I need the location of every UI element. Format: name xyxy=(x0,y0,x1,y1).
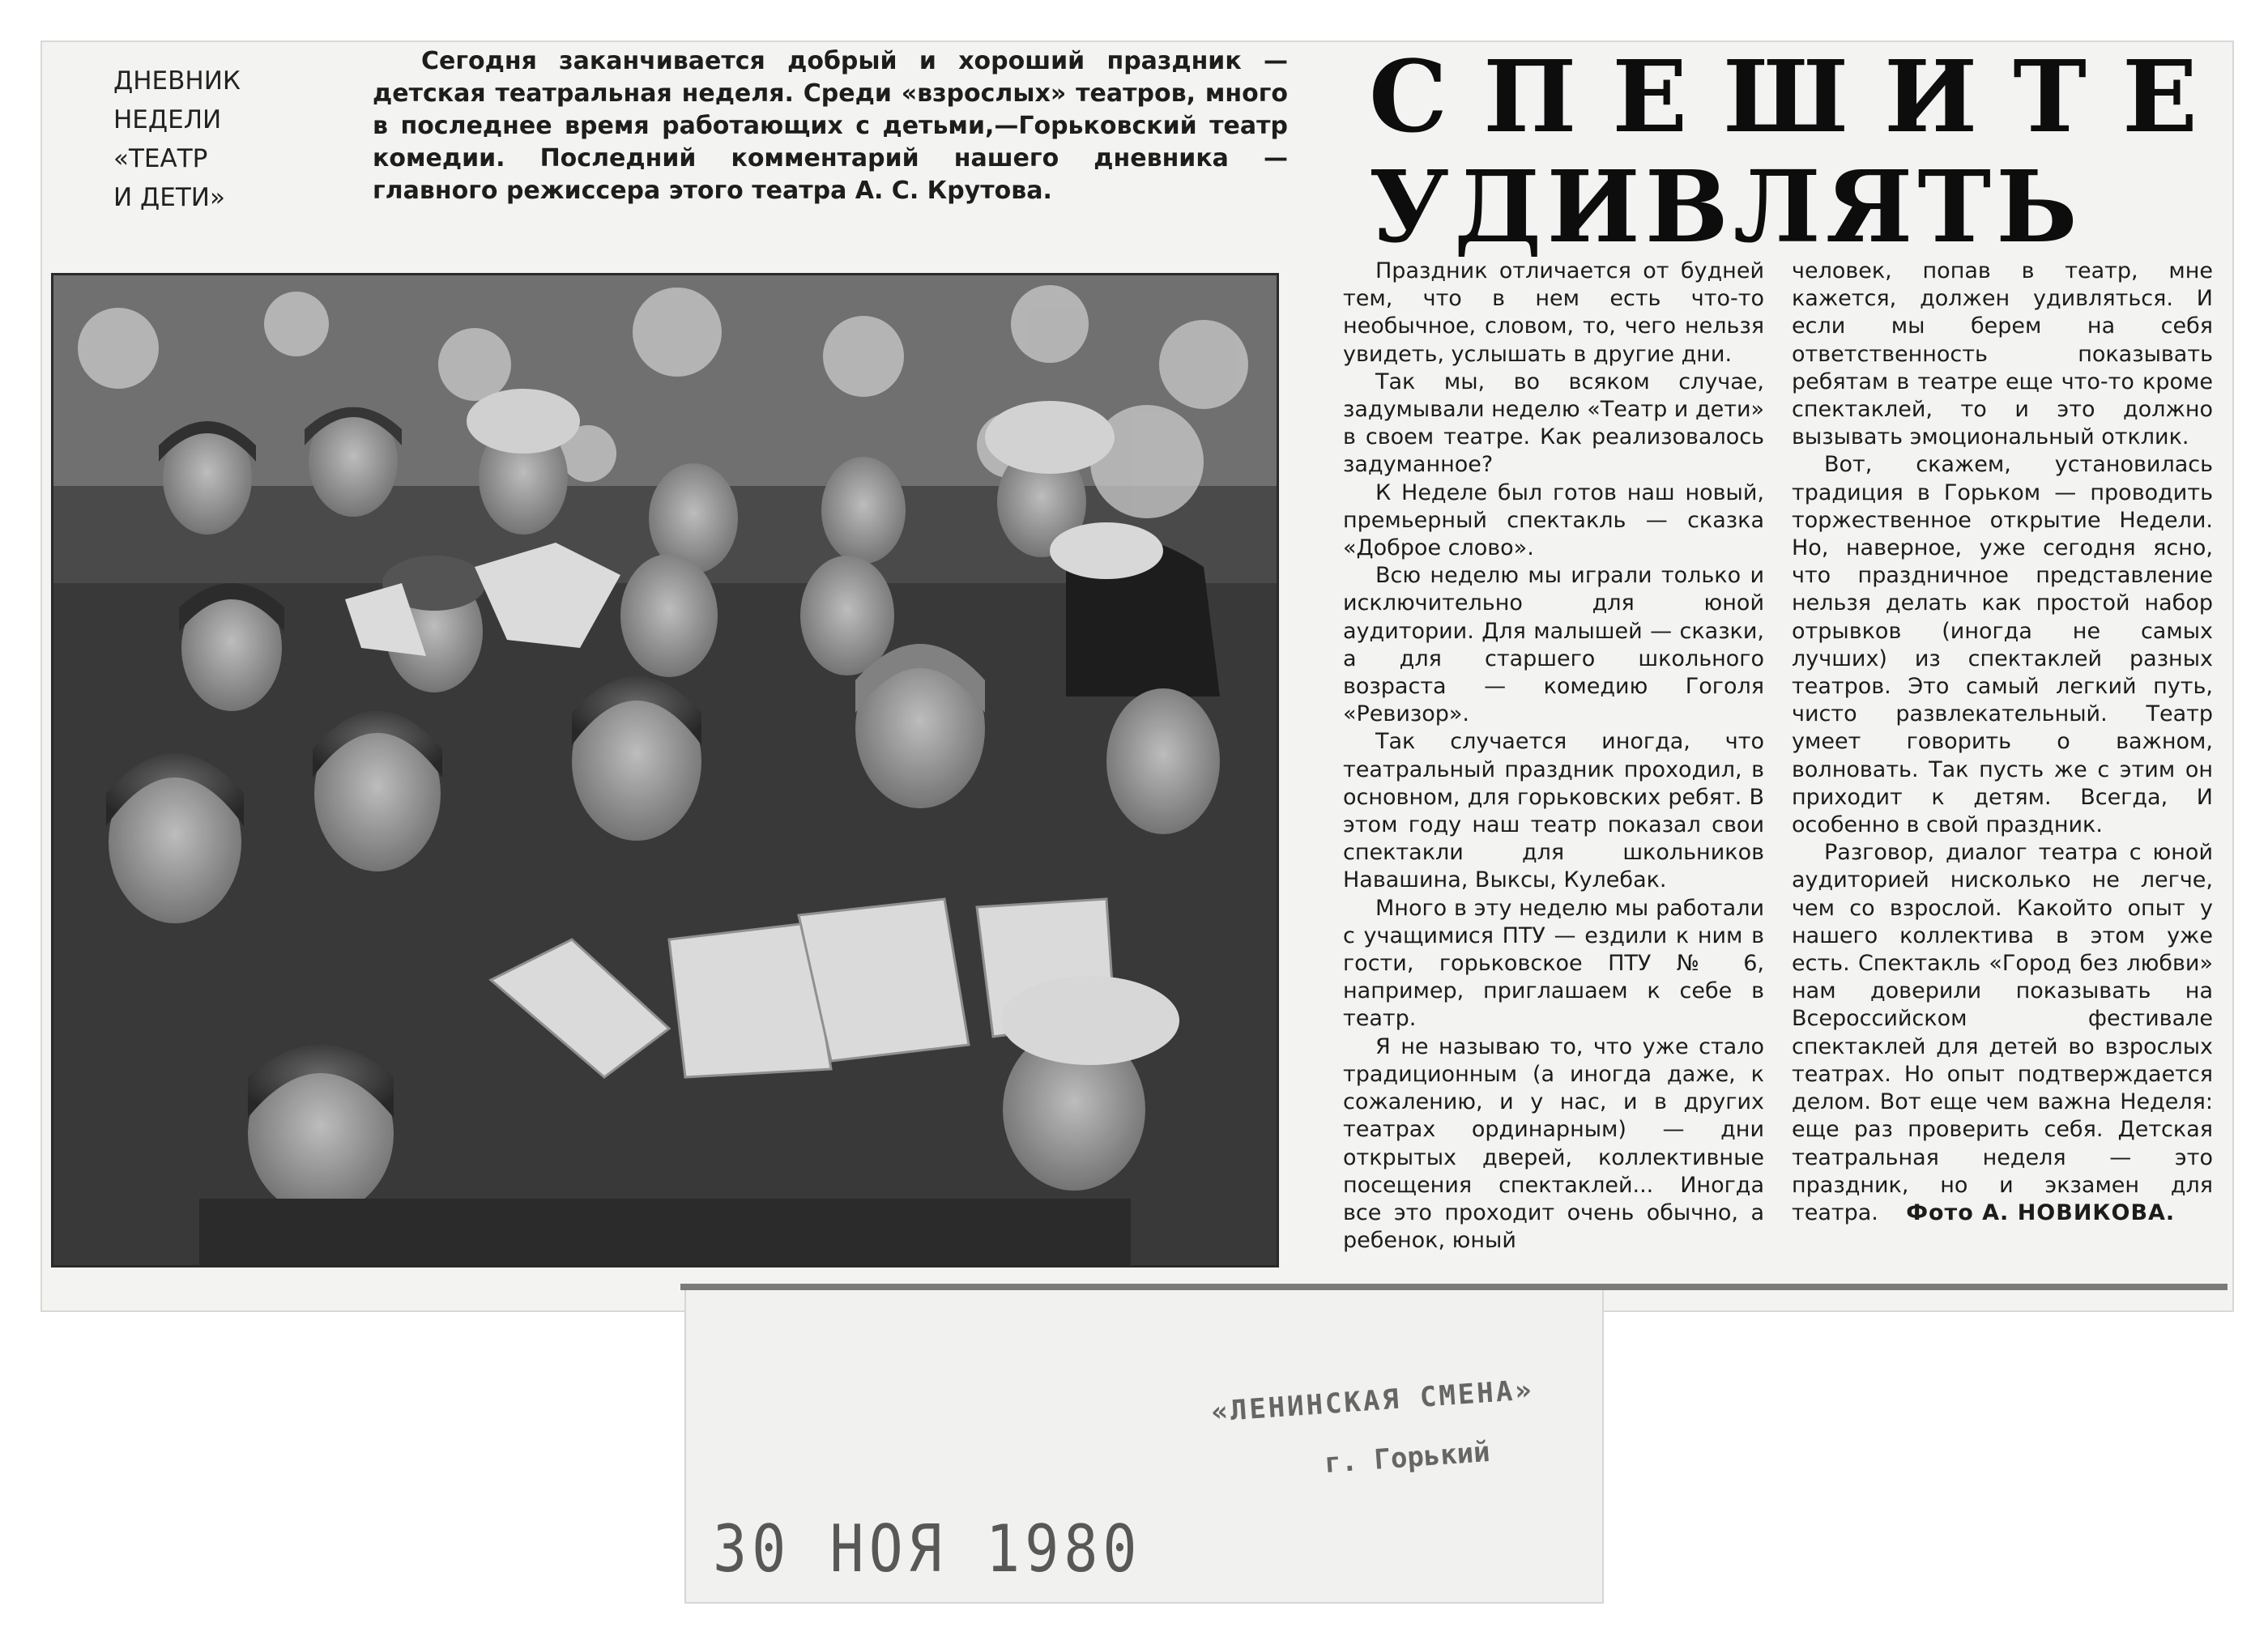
paragraph xyxy=(1792,839,2213,1227)
rubric-line: «ТЕАТР xyxy=(113,144,208,173)
paragraph: Вот, скажем, установилась традиция в Горьком — проводить торжественное открытие Недели. Но, наверное, уже сегодня ясно, что праздничное представление нельзя делать как простой набор отрывков (иногда не самых лучших) из спектаклей разных театров. Это самый легкий путь, чисто развлекательный. Театр умеет говорить о важном, волновать. Так пусть же с этим он приходит к детям. Всегда, И особенно в свой праздник. xyxy=(1792,452,2213,838)
paragraph: К Неделе был готов наш новый, премьерный спектакль — сказка «Доброе слово». xyxy=(1343,479,1764,561)
photo-credit: Фото А. НОВИКОВА. xyxy=(1906,1199,2176,1225)
newspaper-stamp-name: «ЛЕНИНСКАЯ СМЕНА» xyxy=(1210,1374,1535,1429)
text-column-1 xyxy=(1343,258,1764,1255)
paragraph: Так случается иногда, что театральный праздник проходил, в основном, для горьковских ребят. В этом году наш театр показал свои спектакли для школьников Навашина, Выксы, Кулебак. xyxy=(1343,729,1764,893)
headline-line-1: СПЕШИТЕ xyxy=(1369,38,2234,155)
paragraph-text: Разговор, диалог театра с юной аудиторией нисколько не легче, чем со взрослой. Какойто опыт у нашего коллектива в этом уже есть. Спектакль «Город без любви» нам доверили показывать на Всероссийском фестивале спектаклей для детей во взрослых театрах. Но опыт подтверждается делом. Вот еще чем важна Неделя: еще раз проверить себя. Детская театральная неделя — это праздник, но и экзамен для театра. xyxy=(1792,840,2213,1225)
paragraph: Так мы, во всяком случае, задумывали неделю «Театр и дети» в своем театре. Как реализовалось задуманное? xyxy=(1343,369,1765,478)
newspaper-stamp-city: г. Горький xyxy=(1323,1435,1491,1480)
paragraph: Много в эту неделю мы работали с учащимися ПТУ — ездили к ним в гости, горьковское ПТУ № 6, например, приглашаем к себе в театр. xyxy=(1343,895,1764,1032)
rubric-line: И ДЕТИ» xyxy=(113,183,225,212)
headline-line-2: УДИВЛЯТЬ xyxy=(1369,148,2083,265)
photo-children-reading xyxy=(53,275,1277,1265)
paragraph: человек, попав в театр, мне кажется, должен удивляться. И если мы берем на себя ответственность показывать ребятам в театре еще что-то кроме спектаклей, то и это должно вызывать эмоциональный отклик. xyxy=(1792,258,2213,450)
rubric-line: ДНЕВНИК xyxy=(113,66,241,96)
lead-paragraph: Сегодня заканчивается добрый и хороший праздник — детская театральная неделя. Среди «взрослых» театров, много в последнее время работающих с детьми,—Горьковский театр комедии. Последний комментарий нашего дневника — главного режиссера этого театра А. С. Крутова. xyxy=(373,47,1288,205)
paragraph: Я не называю то, что уже стало традиционным (а иногда даже, к сожалению, и у нас, и в других театрах ординарным) — дни открытых дверей, коллективные посещения спектаклей... Иногда все это проходит очень обычно, а ребенок, юный xyxy=(1343,1033,1764,1254)
bottom-rule xyxy=(680,1284,2228,1290)
paragraph: Праздник отличается от будней тем, что в нем есть что-то необычное, словом, то, чего нельзя увидеть, услышать в другие дни. xyxy=(1343,258,1764,367)
text-column-2 xyxy=(1792,258,2213,1227)
paragraph: Всю неделю мы играли только и исключительно для юной аудитории. Для малышей — сказки, а для старшего школьного возраста — комедию Гоголя «Ревизор». xyxy=(1343,563,1764,727)
headline xyxy=(1369,38,2234,265)
rubric-line: НЕДЕЛИ xyxy=(113,105,222,134)
rubric xyxy=(113,62,275,217)
date-stamp: 30 НОЯ 1980 xyxy=(713,1510,1142,1587)
